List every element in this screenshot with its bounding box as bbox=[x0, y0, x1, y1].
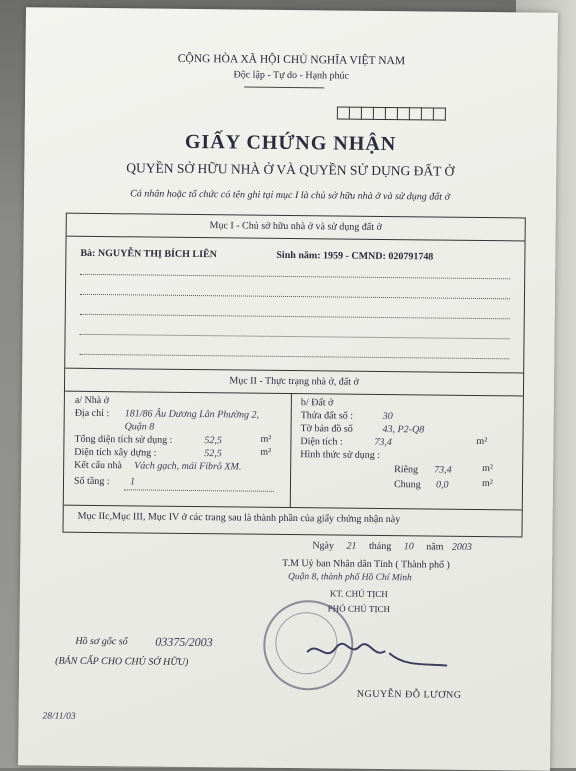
date-month: 10 bbox=[403, 541, 414, 553]
house-label: a/ Nhà ở bbox=[74, 394, 110, 407]
authority-district: Quận 8, thành phố Hồ Chí Minh bbox=[287, 572, 412, 584]
shared-unit: m² bbox=[481, 478, 493, 490]
section1-heading: Mục I - Chủ sở hữu nhà ở và sử dụng đất ở bbox=[209, 220, 382, 233]
certificate-paper bbox=[18, 7, 558, 771]
doc-subtitle: QUYỀN SỞ HỮU NHÀ Ở VÀ QUYỀN SỬ DỤNG ĐẤT Ở bbox=[126, 160, 455, 179]
signature-scribble bbox=[277, 622, 478, 684]
structure-label: Kết cấu nhà bbox=[74, 459, 123, 472]
copy-note: (BẢN CẤP CHO CHỦ SỞ HỮU) bbox=[55, 655, 189, 668]
divider bbox=[64, 505, 522, 511]
dotted-line bbox=[80, 334, 510, 340]
intro-line: Cá nhân hoặc tổ chức có tên ghi tại mục I là chủ sở hữu nhà ở và sử dụng đất ở bbox=[130, 188, 450, 203]
plot-value: 30 bbox=[382, 410, 393, 423]
land-area-value: 73,4 bbox=[374, 436, 393, 449]
nation-title: CỘNG HÒA XÃ HỘI CHỦ NGHĨA VIỆT NAM bbox=[177, 52, 406, 68]
signer-name: NGUYỄN ĐỖ LƯƠNG bbox=[356, 688, 462, 701]
address-label: Địa chỉ : bbox=[74, 407, 110, 420]
land-label: b/ Đất ở bbox=[300, 397, 334, 409]
plot-label: Thửa đất số : bbox=[300, 410, 354, 422]
handwritten-date: 28/11/03 bbox=[42, 711, 76, 722]
map-label: Tờ bản đồ số bbox=[300, 423, 353, 435]
shared-value: 0,0 bbox=[435, 479, 449, 491]
date-prefix: Ngày bbox=[312, 540, 335, 552]
column-divider bbox=[290, 393, 292, 507]
dotted-line bbox=[80, 274, 510, 280]
dotted-line bbox=[124, 489, 274, 492]
divider bbox=[65, 391, 523, 397]
land-area-unit: m² bbox=[476, 435, 488, 448]
floors-value: 1 bbox=[129, 476, 136, 488]
build-area-value: 52,5 bbox=[204, 448, 222, 460]
floors-label: Số tầng : bbox=[73, 475, 110, 488]
dotted-line bbox=[79, 354, 509, 360]
authority: T.M Uỷ ban Nhân dân Tỉnh ( Thành phố ) bbox=[282, 557, 450, 571]
private-label: Riêng bbox=[394, 464, 419, 476]
motto: Độc lập - Tự do - Hạnh phúc bbox=[233, 69, 350, 82]
address-value: 181/86 Âu Dương Lân Phường 2, bbox=[124, 408, 260, 421]
kt-label: KT. CHỦ TỊCH bbox=[329, 588, 388, 600]
info-table bbox=[62, 213, 525, 538]
divider bbox=[65, 368, 523, 374]
owner-birth-id: Sinh năm: 1959 - CMND: 020791748 bbox=[276, 249, 434, 263]
owner-name: Bà: NGUYỄN THỊ BÍCH LIÊN bbox=[80, 247, 217, 261]
private-unit: m² bbox=[482, 463, 494, 475]
build-area-unit: m² bbox=[260, 446, 272, 458]
dotted-line bbox=[80, 294, 510, 300]
footer-row-text: Mục IIc,Mục III, Mục IV ở các trang sau là thành phần của giấy chứng nhận này bbox=[77, 510, 401, 526]
date-day: 21 bbox=[346, 540, 357, 552]
record-label: Hồ sơ gốc số bbox=[75, 635, 128, 648]
shared-label: Chung bbox=[393, 479, 421, 491]
serial-boxes bbox=[337, 106, 446, 120]
divider bbox=[67, 236, 525, 242]
year-label: năm bbox=[426, 541, 444, 553]
doc-title: GIẤY CHỨNG NHẬN bbox=[184, 130, 397, 156]
dotted-line bbox=[80, 314, 510, 320]
total-area-unit: m² bbox=[260, 433, 272, 445]
land-area-label: Diện tích : bbox=[300, 436, 343, 448]
structure-value: Vách gạch, mái Fibrô XM. bbox=[134, 460, 242, 473]
section2-heading: Mục II - Thực trạng nhà ở, đất ở bbox=[229, 375, 359, 388]
date-year: 2003 bbox=[451, 541, 473, 553]
private-value: 73,4 bbox=[434, 464, 452, 476]
use-form-label: Hình thức sử dụng : bbox=[300, 449, 381, 461]
vice-label: PHÓ CHỦ TỊCH bbox=[327, 603, 391, 615]
date-line bbox=[312, 540, 472, 553]
total-area-label: Tổng diện tích sử dụng : bbox=[74, 433, 173, 446]
motto-underline bbox=[244, 87, 324, 89]
district-value: Quận 8 bbox=[124, 421, 155, 433]
map-value: 43, P2-Q8 bbox=[382, 423, 425, 436]
total-area-value: 52,5 bbox=[204, 435, 223, 447]
record-number: 03375/2003 bbox=[155, 634, 213, 650]
build-area-label: Diện tích xây dựng : bbox=[74, 446, 157, 459]
month-label: tháng bbox=[368, 540, 392, 553]
